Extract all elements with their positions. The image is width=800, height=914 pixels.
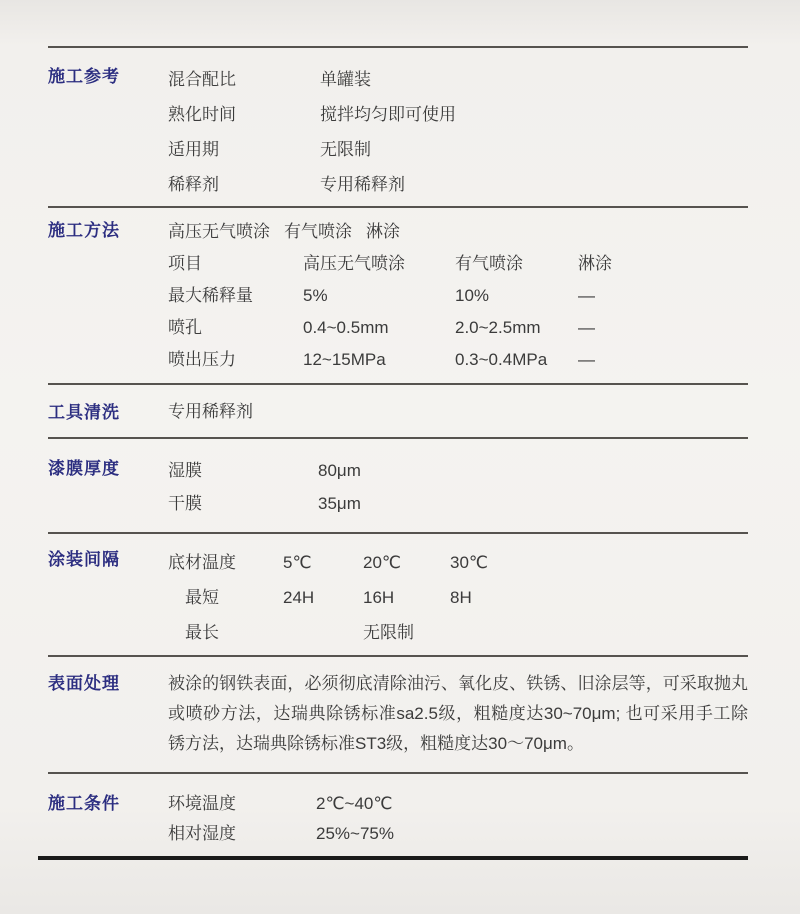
section-heading: 施工条件 [48,794,120,813]
interval-row [168,615,748,650]
spec-value: 35μm [318,494,361,513]
spec-value: 无限制 [320,140,371,159]
method-name: 淋涂 [366,222,400,241]
table-header-row [168,248,748,280]
section-heading: 涂装间隔 [48,550,120,569]
section-surface-treatment [48,655,748,772]
bottom-rule-divider [38,856,748,860]
table-header-cell: 项目 [168,254,202,273]
table-header-cell: 有气喷涂 [455,254,523,273]
interval-value: 24H [283,588,315,607]
spec-label: 适用期 [168,140,219,159]
section-tool-cleaning [48,383,748,437]
spec-value: 专用稀释剂 [320,175,405,194]
spec-value: 80μm [318,461,361,480]
spec-row [168,819,748,849]
table-row [168,312,748,344]
spec-row [168,789,748,819]
method-name: 有气喷涂 [284,222,352,241]
interval-value: 5℃ [283,553,312,572]
spec-row [168,62,748,97]
interval-value: 30℃ [450,553,489,572]
spec-label: 最长 [185,623,219,642]
spray-methods-table [168,248,748,376]
table-cell: 喷出压力 [168,350,236,369]
table-cell: — [578,286,595,305]
table-cell: 喷孔 [168,318,202,337]
section-heading: 工具清洗 [48,403,120,422]
surface-treatment-text: 被涂的钢铁表面，必须彻底清除油污、氧化皮、铁锈、旧涂层等，可采取抛丸或喷砂方法，达瑞典除锈标准sa2.5级，粗糙度达30~70μm; 也可采用手工除锈方法，达瑞典除锈标准ST3级，粗糙度达30～70μm。 [168,674,748,753]
table-row [168,280,748,312]
spec-label: 混合配比 [168,70,236,89]
table-cell: 5% [303,286,328,305]
interval-value [450,615,748,650]
spec-label: 稀释剂 [168,175,219,194]
table-cell: 0.4~0.5mm [303,318,389,337]
spec-value: 搅拌均匀即可使用 [320,105,456,124]
spec-label: 干膜 [168,494,202,513]
spec-row [168,487,748,520]
interval-value: 8H [450,588,472,607]
table-header-cell: 淋涂 [578,254,612,273]
spec-label: 湿膜 [168,461,202,480]
spec-value: 2℃~40℃ [316,794,393,813]
spec-row [168,132,748,167]
section-construction-reference [48,46,748,206]
interval-row [168,545,748,580]
section-heading: 施工参考 [48,67,120,86]
spec-row [168,167,748,202]
table-cell: — [578,318,595,337]
section-application-method [48,206,748,383]
table-cell: 0.3~0.4MPa [455,350,548,369]
spec-row [168,454,748,487]
method-summary [168,216,748,248]
table-cell: 2.0~2.5mm [455,318,541,337]
section-recoat-interval [48,532,748,655]
section-heading: 漆膜厚度 [48,459,120,478]
interval-row [168,580,748,615]
interval-value: 无限制 [363,623,414,642]
section-film-thickness [48,437,748,532]
section-heading: 施工方法 [48,221,120,240]
section-heading: 表面处理 [48,674,120,693]
spec-label: 相对湿度 [168,824,236,843]
method-name: 高压无气喷涂 [168,222,270,241]
spec-label: 最短 [185,588,219,607]
section-application-conditions [48,772,748,857]
table-header-cell: 高压无气喷涂 [303,254,405,273]
spec-value: 专用稀释剂 [168,402,253,421]
interval-value [283,615,363,650]
table-row [168,344,748,376]
interval-value: 16H [363,588,395,607]
spec-row [168,97,748,132]
table-cell: 10% [455,286,490,305]
spec-label: 熟化时间 [168,105,236,124]
spec-label: 底材温度 [168,553,236,572]
spec-label: 环境温度 [168,794,236,813]
spec-value: 25%~75% [316,824,394,843]
table-cell: — [578,350,595,369]
table-cell: 最大稀释量 [168,286,253,305]
spec-value: 单罐装 [320,70,371,89]
table-cell: 12~15MPa [303,350,386,369]
datasheet [48,46,748,857]
interval-value: 20℃ [363,553,402,572]
